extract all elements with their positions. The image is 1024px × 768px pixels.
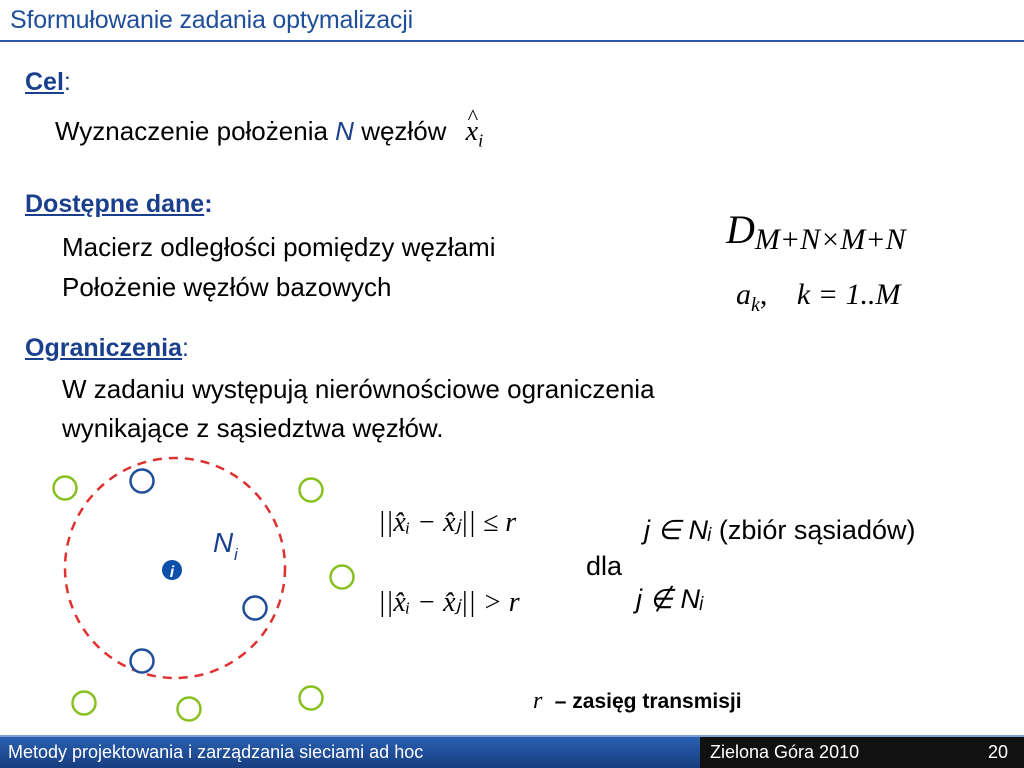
neighbor-set-sub: i [234,545,238,564]
constraints-heading [25,334,189,363]
constraints-heading-label: Ograniczenia [25,334,182,362]
non-neighbor-node [178,698,201,721]
goal-text-after: węzłów [361,116,447,146]
condition-neighbor [644,515,915,546]
data-heading-label: Dostępne dane [25,190,205,218]
matrix-symbol: D [726,207,755,252]
condition-non-neighbor: j ∉ Nᵢ [636,584,704,614]
data-line2: Położenie węzłów bazowych [62,272,392,302]
footer-place: Zielona Góra 2010 [710,742,860,762]
data-heading-colon: : [204,190,213,218]
matrix-subscript: M+N×M+N [754,223,906,256]
slide-title: Sformułowanie zadania optymalizacji [10,6,413,34]
neighbor-node [244,597,267,620]
goal-heading [25,68,71,97]
anchor-range: k = 1..M [796,278,901,311]
non-neighbor-node [54,477,77,500]
range-text: – zasięg transmisji [554,690,742,713]
goal-n-symbol: N [335,116,354,146]
goal-text-before: Wyznaczenie położenia [55,116,328,146]
footer-page-number: 20 [988,742,1009,762]
non-neighbor-node [300,687,323,710]
anchor-comma: , [759,278,768,311]
title-divider [0,40,1024,42]
non-neighbor-node [300,479,323,502]
condition-neighbor-expr: j ∈ Nᵢ [644,515,712,545]
data-heading [25,190,213,219]
neighbor-node [131,470,154,493]
neighborhood-diagram [0,450,380,730]
constraints-line2: wynikające z sąsiedztwa węzłów. [62,413,444,443]
goal-heading-colon: : [63,68,71,96]
goal-heading-label: Cel [25,68,64,96]
neighbor-node [131,650,154,673]
inequality-within-range: ||x̂ᵢ − x̂ⱼ|| ≤ r [378,507,517,538]
data-line1: Macierz odległości pomiędzy węzłami [62,232,496,262]
anchor-positions [736,278,900,317]
constraints-line1: W zadaniu występują nierównościowe ograniczenia [62,374,655,404]
anchor-var: a [736,278,751,311]
constraints-heading-colon: : [182,334,189,362]
non-neighbor-node [331,566,354,589]
for-word: dla [586,551,623,581]
range-legend [533,688,742,715]
distance-matrix [726,206,906,256]
non-neighbor-node [73,692,96,715]
range-var: r [533,688,543,714]
inequality-outside-range: ||x̂ᵢ − x̂ⱼ|| > r [378,587,520,618]
footer-course: Metody projektowania i zarządzania sieciami ad hoc [8,742,424,762]
goal-node-var: ^ $x_i$ [466,116,483,147]
center-node-label: i [169,564,175,581]
goal-text [55,116,483,152]
neighbor-set-label: N [213,527,234,558]
condition-neighbor-note: (zbiór sąsiadów) [718,515,916,545]
anchor-sub: k [751,294,760,316]
